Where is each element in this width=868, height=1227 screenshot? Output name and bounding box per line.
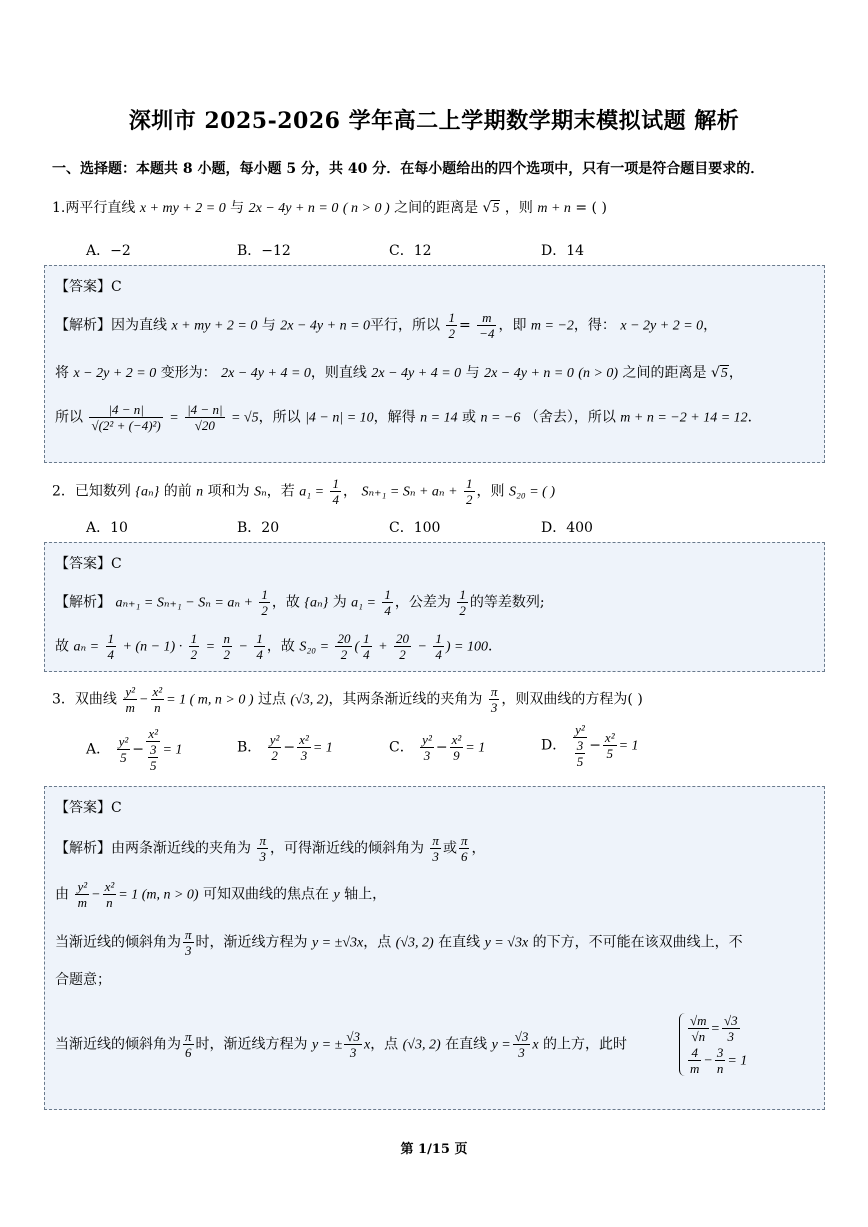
text: 所以 [55, 409, 83, 426]
q1-analysis-line-1: 【解析】因为直线 x + my + 2 = 0 与 2x − 4y + n = 0平行，所以 $\frac{1}{2}$ = $\frac{m}{-4}$ ，即 m = −2，得： x − 2y + 2 = 0， [55, 310, 718, 341]
text: 时，渐近线方程为 [195, 1036, 308, 1053]
q3-analysis-line-2 [55, 879, 386, 910]
fraction: $\frac{\text{y²}}{m}$ [125, 684, 136, 715]
fraction: $\frac{\pi}{3}$ [259, 833, 266, 864]
variable: n [196, 484, 204, 500]
q2-option-d: D．400 [541, 520, 593, 536]
text: 与 [261, 317, 276, 334]
equation: 2x − 4y + 4 = 0 [371, 366, 462, 381]
equation: |4 − n| = 10 [305, 410, 374, 426]
q1-answer-box [44, 265, 825, 463]
text: 平行，所以 [370, 317, 441, 334]
brace: $\frac{√m}{√n}$ = $\frac{√3}{3}$ $\frac{4}{m}$ − $\frac{3}{n}$ = 1 [679, 1013, 747, 1076]
text: ，则直线 [310, 365, 367, 381]
fraction: $\frac{1}{4}$ [107, 631, 115, 662]
q1-analysis-tag: 【解析】 [55, 317, 111, 334]
page-title: 深圳市 2025-2026 学年高二上学期数学期末模拟试题 解析 [128, 108, 740, 134]
q1-text: 之间的距离是 [394, 200, 479, 216]
fraction: $\frac{\text{y²}}{m}$ [77, 879, 88, 910]
plus: + [378, 639, 388, 655]
q2-analysis-line-1 [55, 587, 545, 618]
equation: ) = 100 [445, 639, 488, 655]
sqrt-value: 5 [720, 366, 728, 381]
equation: = 1 ( m, n > 0 ) [166, 692, 254, 708]
fraction: $\frac{√3}{3}$ [346, 1029, 360, 1060]
equation: m = −2 [530, 318, 574, 334]
text: 可知双曲线的焦点在 [203, 886, 330, 903]
q3-analysis-line-1 [55, 833, 485, 864]
equation: aₙ₊₁ = Sₙ₊₁ − Sₙ = aₙ + [115, 595, 253, 611]
minus: − [417, 639, 427, 655]
fraction: $\frac{\pi}{3}$ [185, 927, 192, 958]
q1-option-c: C．12 [389, 243, 432, 259]
text: 在直线 [438, 934, 481, 951]
text: ， [471, 840, 486, 857]
fraction: $\frac{m}{-4}$ [479, 310, 495, 341]
text: ，若 [266, 483, 295, 500]
text: 当渐近线的倾斜角为 [55, 1036, 181, 1053]
fraction: $\frac{1}{2}$ [459, 587, 466, 618]
fraction: $\frac{1}{2}$ [466, 476, 473, 507]
fraction: $\frac{\pi}{6}$ [460, 833, 468, 864]
q1-number: 1.两平行直线 [52, 200, 136, 216]
text: （舍去），所以 [524, 409, 616, 426]
fraction: $\frac{1}{2}$ [190, 631, 198, 662]
minus: − [139, 692, 149, 708]
equation: x + my + 2 = 0 [171, 318, 258, 334]
text: 由 [55, 886, 69, 903]
variable: x [363, 1037, 371, 1053]
fraction: $\frac{1}{4}$ [256, 631, 263, 662]
q3-option-b: B． $\frac{\text{y²}}{2}$ − $\frac{\text{x²}}{3}$ = 1 [237, 732, 333, 763]
text: 轴上， [344, 886, 387, 903]
q1-option-d: D．14 [541, 243, 585, 259]
q3-option-c: C． $\frac{\text{y²}}{3}$ − $\frac{\text{x²}}{9}$ = 1 [389, 732, 486, 763]
condition: (n > 0) [578, 366, 619, 381]
text: ． [747, 409, 762, 426]
q3-system-of-equations [679, 1013, 747, 1076]
q2-ask: S₂₀ = ( ) [508, 484, 555, 500]
fraction: $\frac{1}{4}$ [435, 631, 442, 662]
fraction: $\frac{20}{2}$ [337, 631, 351, 662]
text: ，故 [271, 594, 300, 611]
q3-analysis-line-4: 合题意； [55, 972, 111, 988]
text: ， [728, 365, 743, 381]
text: 因为直线 [111, 317, 167, 334]
q1-option-b: B．−12 [237, 243, 291, 259]
fraction: $\frac{|4 - n|}{√20}$ [187, 402, 223, 433]
fraction: $\frac{1}{4}$ [363, 631, 370, 662]
equation: S₂₀ = [299, 639, 330, 655]
q3-number: 3．双曲线 [52, 691, 117, 708]
text: 与 [465, 365, 480, 381]
text: ，点 [370, 1036, 399, 1053]
q1-condition: ( n > 0 ) [342, 201, 390, 216]
fraction: $\frac{\pi}{3}$ [432, 833, 439, 864]
equation: n = −6 [480, 410, 521, 426]
q3-answer-box [44, 786, 825, 1110]
text: 项和为 [207, 483, 250, 500]
question-2 [52, 476, 555, 507]
equation: = √5 [230, 410, 259, 426]
text: ，其两条渐近线的夹角为 [328, 691, 483, 708]
q1-sqrt-value: 5 [492, 201, 500, 216]
fraction: $\frac{1}{4}$ [332, 476, 339, 507]
text: 的下方，不可能在该双曲线上，不 [532, 934, 743, 951]
text: ，可得渐近线的倾斜角为 [269, 840, 424, 857]
text: ，得： [573, 317, 616, 334]
q1-text-2: ，则 [504, 200, 533, 216]
text: ，则双曲线的方程为( ) [501, 691, 643, 708]
fraction: $\frac{1}{2}$ [261, 587, 268, 618]
q2-answer: 【答案】C [55, 556, 122, 572]
fraction: $\frac{\pi}{3}$ [490, 684, 498, 715]
q1-answer: 【答案】C [55, 279, 122, 295]
point: (√3, 2) [395, 935, 434, 951]
equation: + (n − 1) · [122, 639, 183, 655]
q2-number: 2．已知数列 [52, 483, 131, 500]
fraction: $\frac{1}{4}$ [384, 587, 391, 618]
point: (√3, 2) [402, 1037, 441, 1053]
text: 将 [55, 365, 69, 381]
text: 过点 [257, 691, 286, 708]
text: ，则 [476, 483, 505, 500]
page-footer: 第 1/15 页 [400, 1142, 468, 1157]
point: (√3, 2) [290, 692, 329, 708]
variable: y [333, 887, 340, 903]
equation: aₙ = [73, 639, 100, 655]
text: 之间的距离是 [622, 365, 707, 381]
equation: y = ±√3x [311, 935, 364, 951]
q2-analysis-line-2 [55, 631, 502, 662]
minus: − [91, 887, 101, 903]
paren: ( [354, 639, 360, 655]
q1-analysis-line-2: 将 x − 2y + 2 = 0 变形为： 2x − 4y + 4 = 0，则直线 2x − 4y + 4 = 0 与 2x − 4y + n = 0 (n > 0) 之间的距离是 √5， [55, 365, 743, 381]
text: 当渐近线的倾斜角为 [55, 934, 181, 951]
question-3 [52, 684, 643, 715]
equation: y = [491, 1037, 511, 1053]
text: ，故 [266, 638, 295, 655]
text: ， [703, 317, 718, 334]
equation: 2x − 4y + n = 0 [280, 318, 371, 334]
equation: Sₙ₊₁ = Sₙ + aₙ + [361, 484, 458, 500]
fraction: $\frac{|4 - n|}{\text{√(2² + (−4)²)}}$ [91, 402, 161, 433]
equation: a₁ = [299, 484, 325, 500]
variable: x [532, 1037, 539, 1053]
fraction: $\frac{20}{2}$ [396, 631, 409, 662]
text: ． [487, 638, 502, 655]
fraction: $\frac{\text{x²}}{n}$ [104, 879, 115, 910]
minus: − [238, 639, 248, 655]
text: 在直线 [445, 1036, 488, 1053]
section-heading: 一、选择题：本题共 8 小题，每小题 5 分，共 40 分．在每小题给出的四个选项中，只有一项是符合题目要求的． [52, 161, 765, 177]
text: ，所以 [258, 409, 301, 426]
text: ，公差为 [394, 594, 451, 611]
equals: = [169, 410, 179, 426]
text: 的前 [163, 483, 192, 500]
text: 为 [332, 594, 347, 611]
equation: a₁ = [351, 595, 376, 611]
q1-analysis-line-3 [55, 402, 762, 433]
q1-ask: m + n [537, 201, 571, 216]
fraction: $\frac{√3}{3}$ [514, 1029, 529, 1060]
q1-blank: = ( ) [575, 200, 607, 216]
text: 的上方，此时 [543, 1036, 628, 1053]
equation: y = ± [311, 1037, 343, 1053]
q2-option-b: B．20 [237, 520, 280, 536]
fraction: $\frac{\text{x²}}{n}$ [152, 684, 163, 715]
fraction: $\frac{n}{2}$ [223, 631, 231, 662]
q3-analysis-line-5 [55, 1029, 627, 1060]
equation: 2x − 4y + 4 = 0 [221, 366, 311, 381]
equation: n = 14 [420, 410, 458, 426]
fraction: $\frac{1}{2}$ [448, 310, 455, 341]
q3-analysis-line-3 [55, 927, 743, 958]
text: 时，渐近线方程为 [195, 934, 308, 951]
q2-answer-box [44, 542, 825, 672]
q3-option-a: A． $\frac{\text{y²}}{5}$ − $\frac{\text{x²}}{\frac{3}{5}}$ = 1 [86, 726, 183, 773]
q3-analysis-tag: 【解析】 [55, 840, 111, 857]
text: 或 [442, 840, 457, 857]
text: 变形为： [160, 365, 217, 381]
variable: Sₙ [254, 484, 267, 500]
text: 的等差数列; [469, 594, 545, 611]
fraction: $\frac{\pi}{6}$ [185, 1029, 192, 1060]
text: 或 [462, 409, 477, 426]
equation: m + n = −2 + 14 = 12 [620, 410, 748, 426]
q1-equation-1: x + my + 2 = 0 [139, 201, 226, 216]
q2-option-c: C．100 [389, 520, 441, 536]
equals: = [205, 639, 216, 655]
equation: y = √3x [484, 935, 529, 951]
sequence: {aₙ} [135, 484, 160, 500]
q3-answer: 【答案】C [55, 800, 122, 816]
q1-option-a: A．−2 [86, 243, 131, 259]
q1-connector: 与 [230, 200, 245, 216]
sequence: {aₙ} [304, 595, 329, 611]
equation: = 1 (m, n > 0) [118, 887, 199, 903]
question-1: 1.两平行直线 x + my + 2 = 0 与 2x − 4y + n = 0 ( n > 0 ) 之间的距离是 √5 ，则 m + n = ( ) [52, 200, 607, 216]
text: ，解得 [373, 409, 416, 426]
q3-option-d: D． $\frac{\text{y²}}{\frac{3}{5}}$ − $\frac{\text{x²}}{5}$ = 1 [541, 722, 639, 769]
equation: 2x − 4y + n = 0 [484, 366, 574, 381]
text: ，即 [498, 317, 527, 334]
equation: x − 2y + 2 = 0 [73, 366, 157, 381]
q2-option-a: A．10 [86, 520, 128, 536]
text: 故 [55, 638, 69, 655]
equation: x − 2y + 2 = 0 [620, 318, 704, 334]
q1-equation-2: 2x − 4y + n = 0 [248, 201, 339, 216]
text: ，点 [363, 934, 392, 951]
text: 由两条渐近线的夹角为 [111, 840, 251, 857]
q2-analysis-tag: 【解析】 [55, 594, 111, 611]
text: ， [342, 483, 357, 500]
